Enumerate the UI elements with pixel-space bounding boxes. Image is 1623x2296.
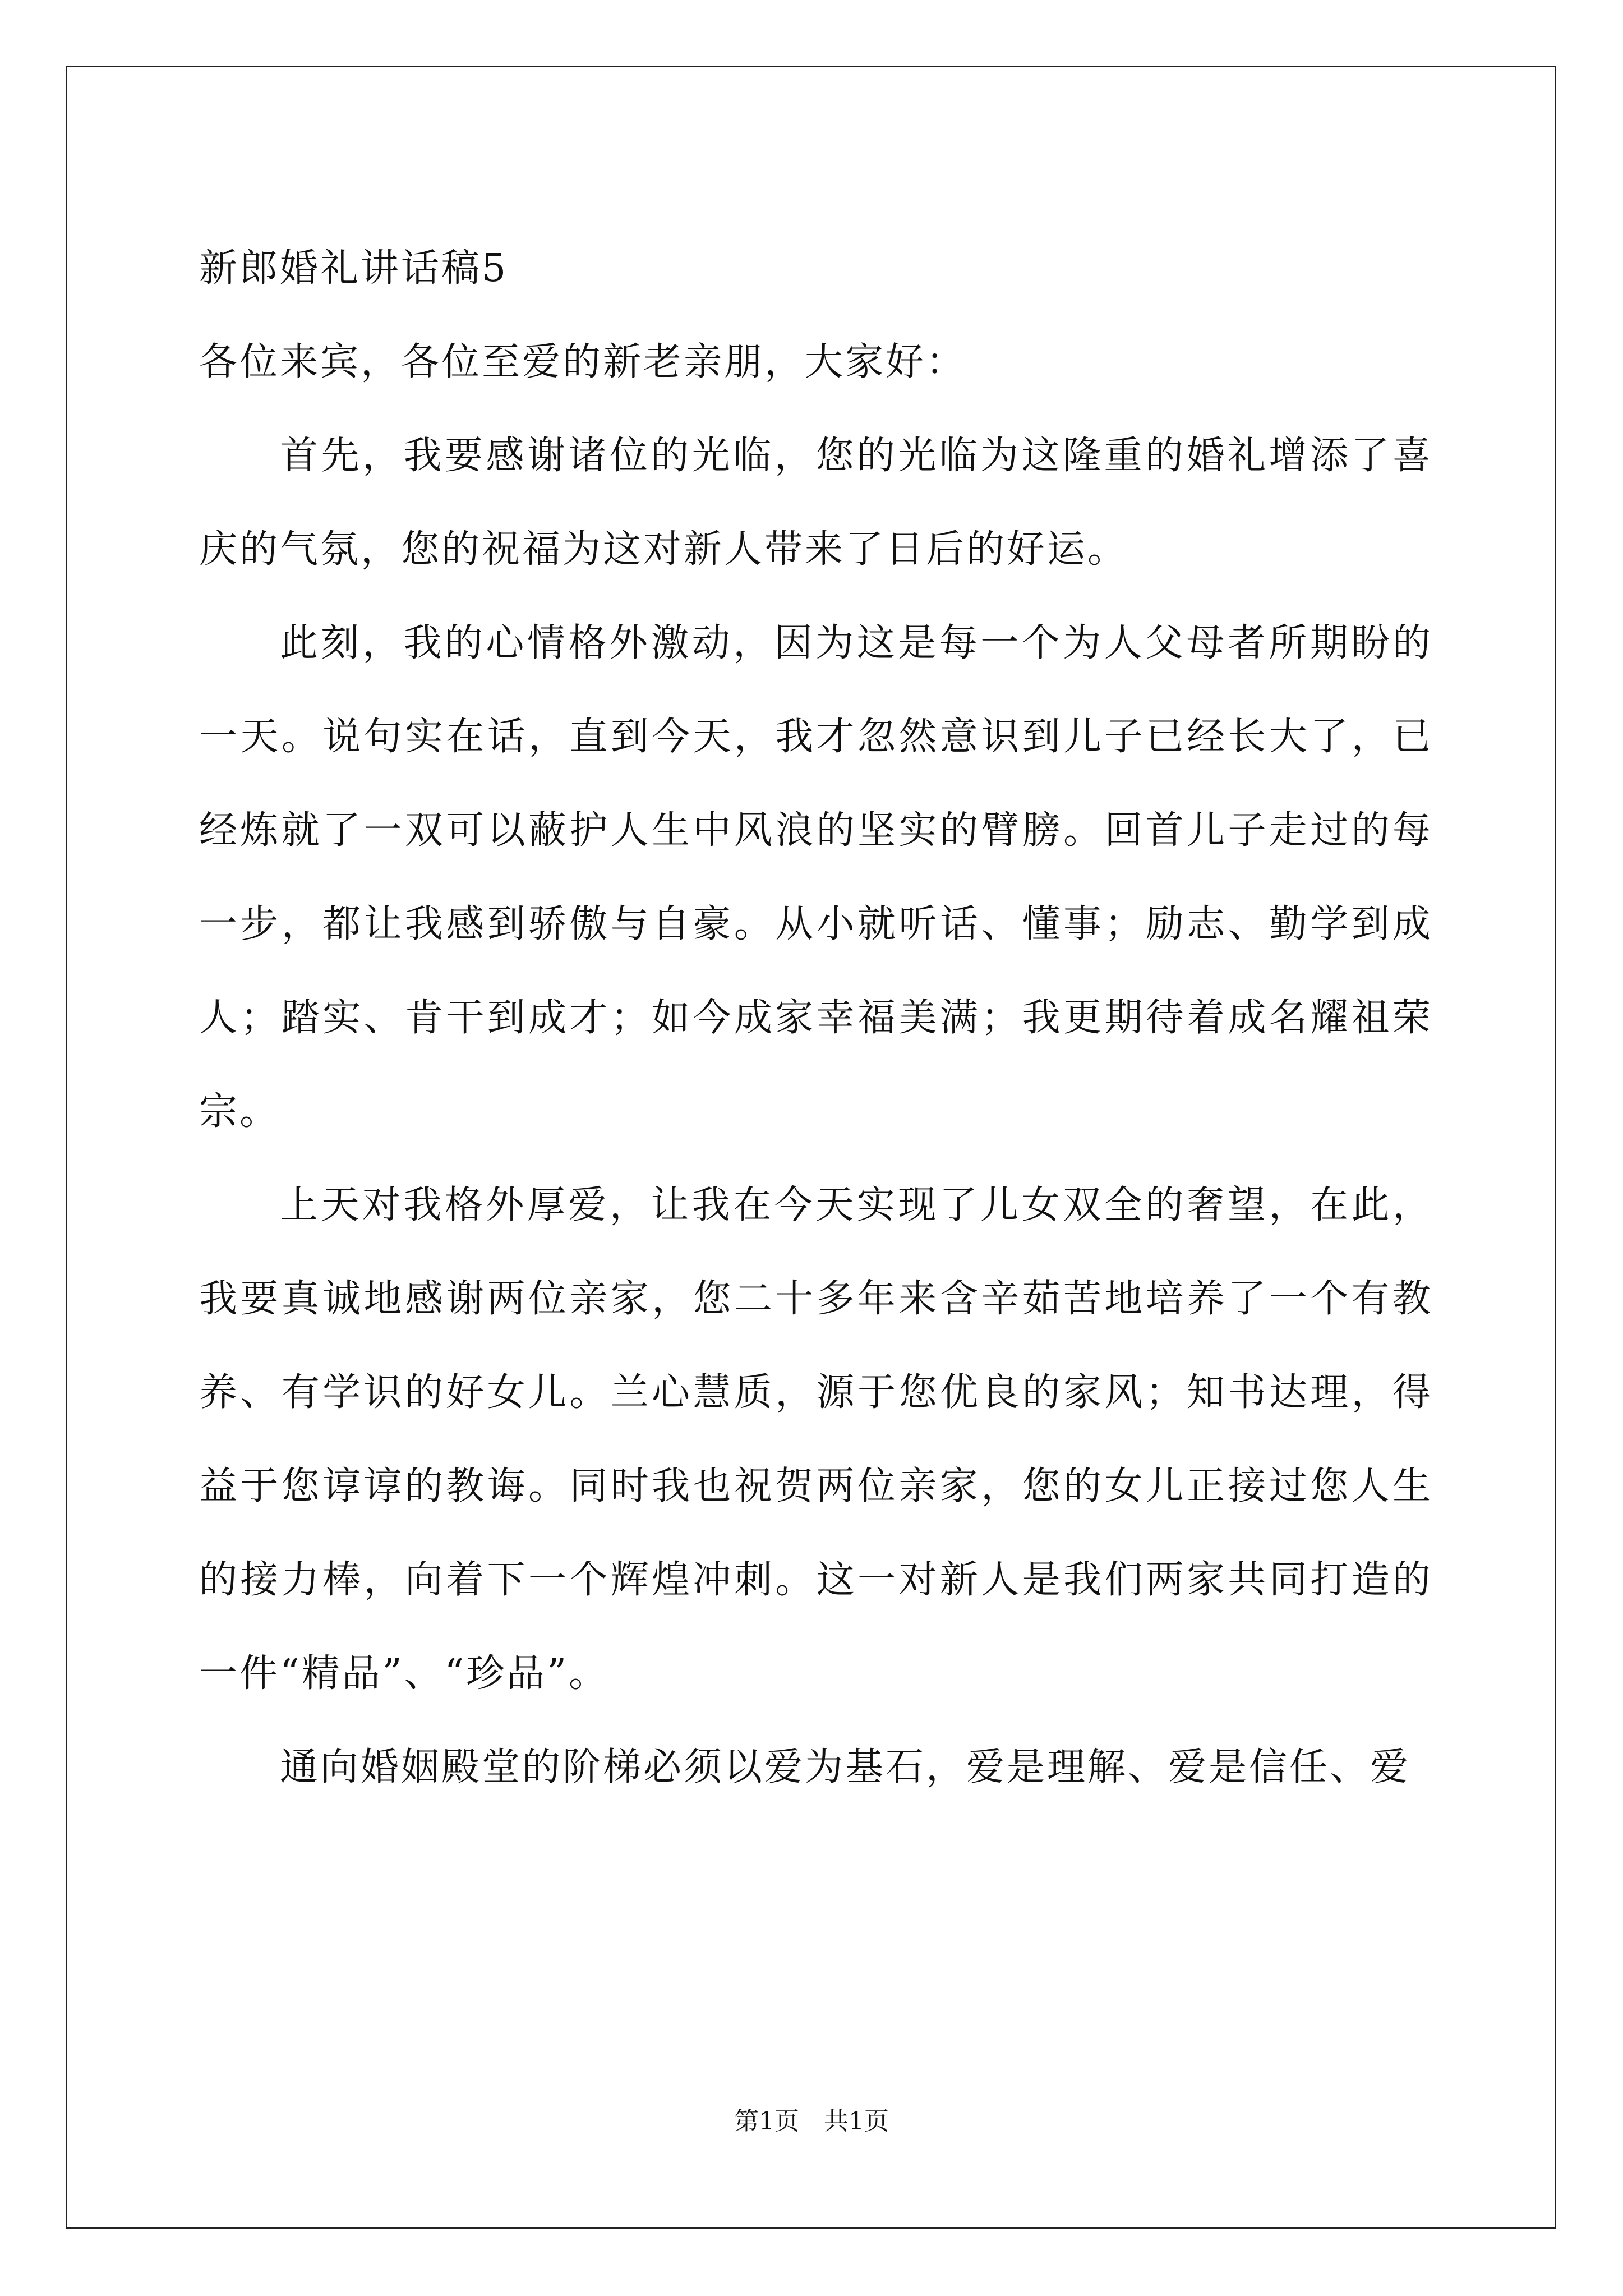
paragraph: 通向婚姻殿堂的阶梯必须以爱为基石，爱是理解、爱是信任、爱: [280, 1745, 1411, 1789]
paragraph: 首先，我要感谢诸位的光临，您的光临为这隆重的婚礼增添了喜庆的气氛，您的祝福为这对新人带来了日后的好运。: [199, 434, 1433, 572]
paragraph: 上天对我格外厚爱，让我在今天实现了儿女双全的奢望，在此，我要真诚地感谢两位亲家，您二十多年来含辛茹苦地培养了一个有教养、有学识的好女儿。兰心慧质，源于您优良的家风；知书达理，得益于您谆谆的教诲。同时我也祝贺两位亲家，您的女儿正接过您人生的接力棒，向着下一个辉煌冲刺。这一对新人是我们两家共同打造的一件“精品”、“珍品”。: [199, 1183, 1433, 1696]
greeting: 各位来宾，各位至爱的新老亲朋，大家好：: [199, 340, 967, 384]
document-body: [199, 222, 1433, 1814]
document-title: 新郎婚礼讲话稿5: [199, 246, 509, 291]
paragraph: 此刻，我的心情格外激动，因为这是每一个为人父母者所期盼的一天。说句实在话，直到今天，我才忽然意识到儿子已经长大了，已经炼就了一双可以蔽护人生中风浪的坚实的臂膀。回首儿子走过的每一步，都让我感到骄傲与自豪。从小就听话、懂事；励志、勤学到成人；踏实、肯干到成才；如今成家幸福美满；我更期待着成名耀祖荣宗。: [199, 621, 1433, 1134]
page-footer: 第1页 共1页: [734, 2107, 889, 2136]
